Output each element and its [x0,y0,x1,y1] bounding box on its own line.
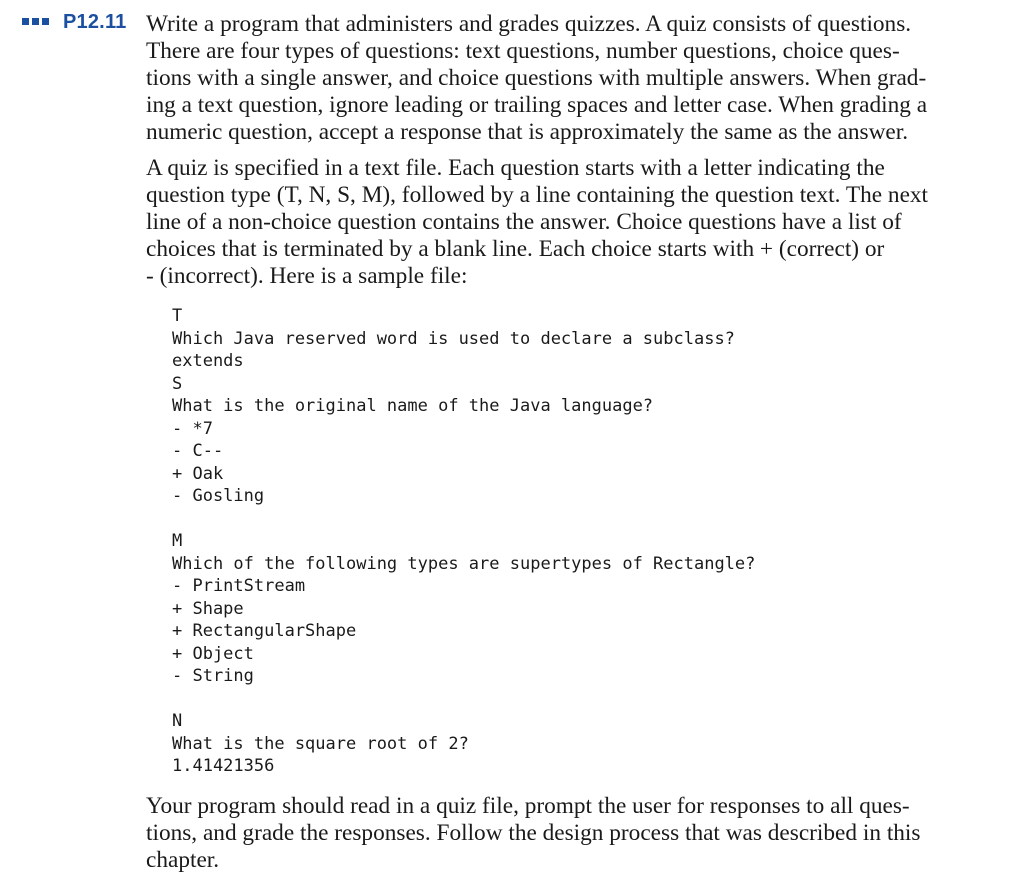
exercise-number: P12.11 [63,11,127,33]
format-line: A quiz is specified in a text file. Each question starts with a letter indicating the [146,155,885,181]
intro-line: Write a program that administers and grades quizzes. A quiz consists of questions. [146,11,912,37]
marker-square [42,18,49,25]
intro-line: ing a text question, ignore leading or trailing spaces and letter case. When grading a [146,92,928,118]
code-line: + Oak [172,463,224,484]
code-line: S [172,373,183,394]
code-line: - Gosling [172,486,265,506]
intro-line: tions with a single answer, and choice questions with multiple answers. When grad- [146,65,927,91]
code-line: What is the original name of the Java language? [172,396,654,416]
format-line: line of a non-choice question contains the answer. Choice questions have a list of [146,209,902,235]
code-line: + Shape [172,598,244,619]
format-line: - (incorrect). Here is a sample file: [146,263,468,289]
code-line: + Object [172,643,254,664]
intro-line: numeric question, accept a response that is approximately the same as the answer. [146,119,909,145]
closing-line: tions, and grade the responses. Follow the design process that was described in this [146,820,921,846]
code-line: - C-- [172,441,224,461]
format-paragraph [146,155,986,290]
code-line: What is the square root of 2? [172,733,469,754]
intro-paragraph [146,11,986,146]
sample-file-listing [172,305,755,778]
closing-line: Your program should read in a quiz file, prompt the user for responses to all ques- [146,793,910,819]
code-line: - String [172,666,254,686]
code-line: Which Java reserved word is used to declare a subclass? [172,328,735,349]
intro-line: There are four types of questions: text questions, number questions, choice ques- [146,38,900,64]
code-line [172,688,755,711]
code-line: Which of the following types are supertypes of Rectangle? [172,553,756,574]
format-line: choices that is terminated by a blank line. Each choice starts with + (correct) or [146,236,885,262]
code-line: 1.41421356 [172,756,275,776]
code-line: - *7 [172,418,213,439]
closing-paragraph [146,793,920,874]
format-line: question type (T, N, S, M), followed by a line containing the question text. The next [146,182,929,208]
code-line [172,508,755,531]
code-line: extends [172,351,244,371]
code-line: N [172,711,183,731]
code-line: M [172,531,183,551]
exercise-text [146,11,986,290]
closing-line: chapter. [146,847,220,873]
code-line: + RectangularShape [172,621,357,641]
code-line: T [172,306,183,326]
exercise-marker-icon [22,18,49,25]
marker-square [32,18,39,25]
marker-square [22,18,29,25]
code-line: - PrintStream [172,576,306,596]
